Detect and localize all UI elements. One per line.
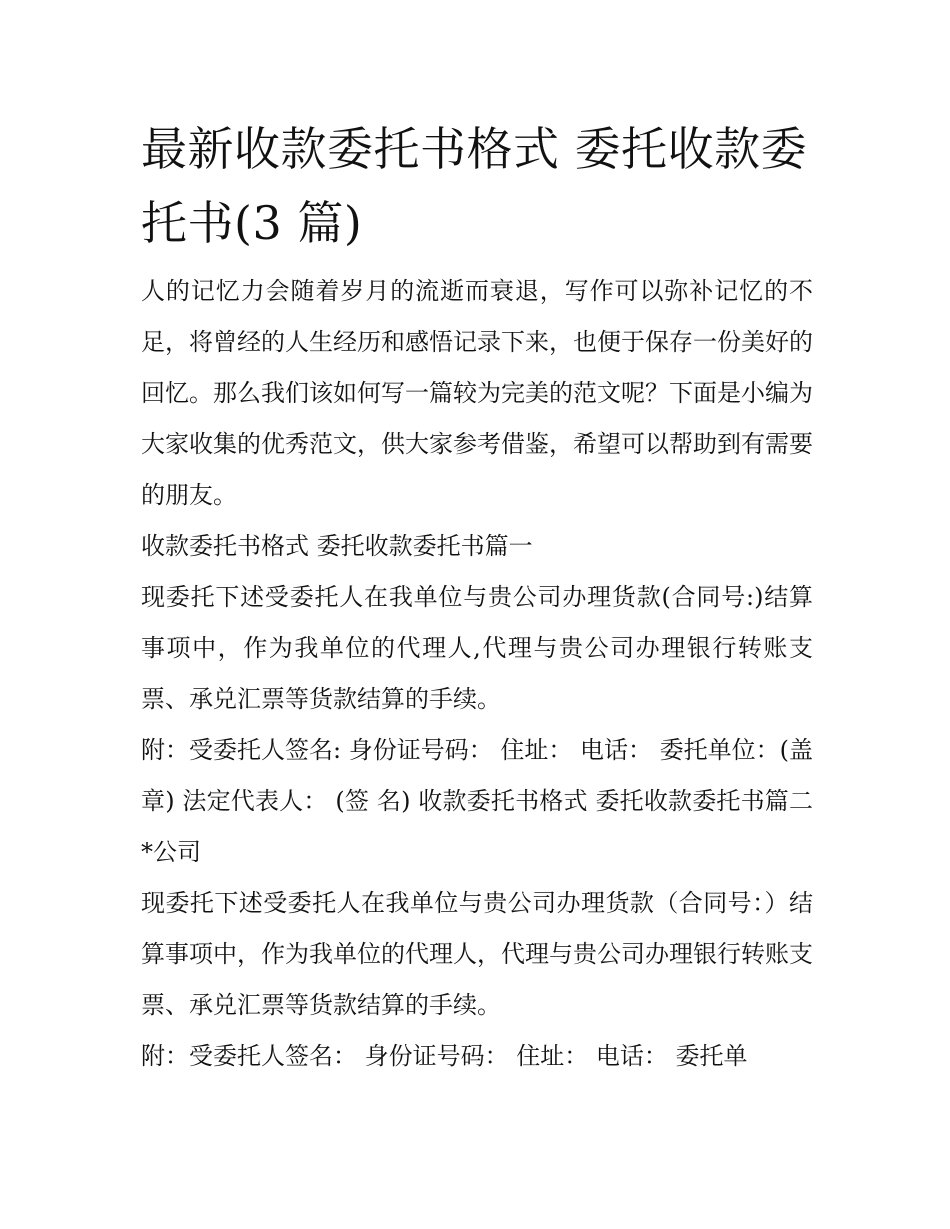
attachment-paragraph: 附：受委托人签名： 身份证号码： 住址： 电话： 委托单 [141,1042,748,1070]
body-paragraph: 现委托下述受委托人在我单位与贵公司办理货款(合同号:)结算事项中，作为我单位的代理人,代理与贵公司办理银行转账支票、承兑汇票等货款结算的手续。 [141,583,813,713]
intro-paragraph: 人的记忆力会随着岁月的流逝而衰退，写作可以弥补记忆的不足，将曾经的人生经历和感悟记录下来，也便于保存一份美好的回忆。那么我们该如何写一篇较为完美的范文呢？下面是小编为大家收集的优秀范文，供大家参考借鉴，希望可以帮助到有需要的朋友。 [141,277,813,509]
attachment-paragraph: 附：受委托人签名: 身份证号码： 住址： 电话： 委托单位：(盖 章) 法定代表人： (签 名) 收款委托书格式 委托收款委托书篇二 *公司 [141,736,813,866]
section-heading-one: 收款委托书格式 委托收款委托书篇一 [141,532,533,560]
body-paragraph: 现委托下述受委托人在我单位与贵公司办理货款（合同号：）结算事项中，作为我单位的代理人，代理与贵公司办理银行转账支票、承兑汇票等货款结算的手续。 [141,889,813,1019]
document-title: 最新收款委托书格式 委托收款委托书(3 篇) [141,122,808,250]
document-page [141,112,813,1082]
